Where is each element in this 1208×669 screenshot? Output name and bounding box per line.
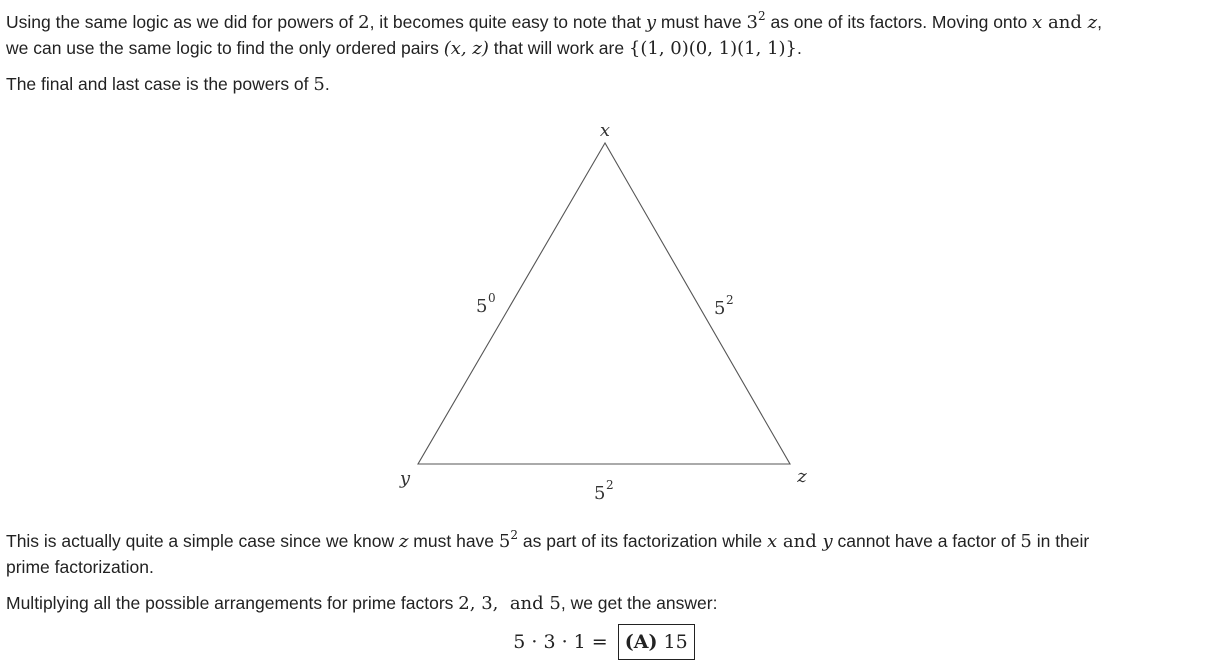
text-segment: Multiplying all the possible arrangements for prime factors	[6, 593, 459, 613]
math-and: and	[1042, 12, 1088, 33]
answer-expression: 5 · 3 · 1 =	[513, 631, 614, 653]
text-segment: The final and last case is the powers of	[6, 74, 314, 94]
text-segment: cannot have a factor of	[832, 531, 1021, 551]
edge-label-right-exponent: 2	[726, 293, 734, 307]
vertex-label-left: y	[399, 468, 411, 489]
final-answer	[0, 624, 1208, 660]
math-y: y	[822, 531, 833, 552]
text-segment: we can use the same logic to find the only ordered pairs	[6, 38, 444, 58]
text-segment: as one of its factors. Moving onto	[765, 12, 1033, 32]
math-y: y	[645, 12, 657, 33]
math-ordered-pairs-set: {(1, 0)(0, 1)(1, 1)}	[628, 38, 798, 59]
text-segment: must have	[656, 12, 747, 32]
edge-label-left	[476, 291, 496, 317]
edge-label-right-base: 5	[714, 298, 726, 319]
paragraph-powers-of-5-intro	[6, 71, 330, 98]
math-z: z	[1087, 12, 1098, 33]
math-ordered-pair-xz: (x, z)	[443, 38, 489, 59]
math-5-squared	[498, 528, 518, 552]
text-segment: must have	[408, 531, 499, 551]
paragraph-powers-of-3-line-2	[6, 35, 802, 62]
paragraph-powers-of-3-line-1	[6, 9, 1102, 36]
text-segment: This is actually quite a simple case since we know	[6, 531, 399, 551]
edge-label-left-exponent: 0	[488, 291, 496, 305]
math-and: and	[498, 593, 550, 614]
math-two: 2	[358, 12, 370, 33]
edge-label-bottom-exponent: 2	[606, 478, 614, 492]
vertex-label-right: z	[797, 466, 807, 487]
text-segment: .	[324, 74, 330, 94]
answer-value: 15	[657, 631, 688, 653]
vertex-label-top: x	[599, 120, 611, 141]
math-x: x	[1032, 12, 1043, 33]
math-five: 5	[549, 593, 561, 614]
math-five: 5	[313, 74, 325, 95]
edge-label-left-base: 5	[476, 296, 488, 317]
math-base: 5	[498, 531, 511, 552]
text-segment: that will work are	[488, 38, 629, 58]
math-3-squared	[746, 9, 766, 33]
math-exponent: 2	[757, 9, 766, 23]
math-z: z	[398, 531, 409, 552]
paragraph-powers-of-5-explanation-line-1	[6, 528, 1089, 555]
text-segment: in their	[1031, 531, 1090, 551]
text-segment: Using the same logic as we did for powers of	[6, 12, 359, 32]
math-x: x	[767, 531, 778, 552]
answer-box	[618, 624, 695, 660]
math-exponent: 2	[510, 528, 518, 542]
text-segment: , it becomes quite easy to note that	[369, 12, 646, 32]
text-segment: ,	[1097, 12, 1102, 32]
text-segment: .	[797, 38, 802, 58]
triangle-outline	[418, 143, 790, 464]
edge-label-right	[714, 293, 734, 319]
paragraph-powers-of-5-explanation-line-2: prime factorization.	[6, 557, 154, 577]
paragraph-multiplying	[6, 590, 717, 617]
text-segment: , we get the answer:	[560, 593, 718, 613]
text-segment: as part of its factorization while	[518, 531, 767, 551]
edge-label-bottom-base: 5	[594, 483, 606, 504]
edge-label-bottom	[594, 478, 614, 504]
math-prime-list: 2, 3,	[458, 593, 499, 614]
math-and: and	[777, 531, 823, 552]
answer-choice-letter: (A)	[624, 631, 658, 653]
math-five: 5	[1020, 531, 1032, 552]
math-base: 3	[746, 12, 758, 33]
